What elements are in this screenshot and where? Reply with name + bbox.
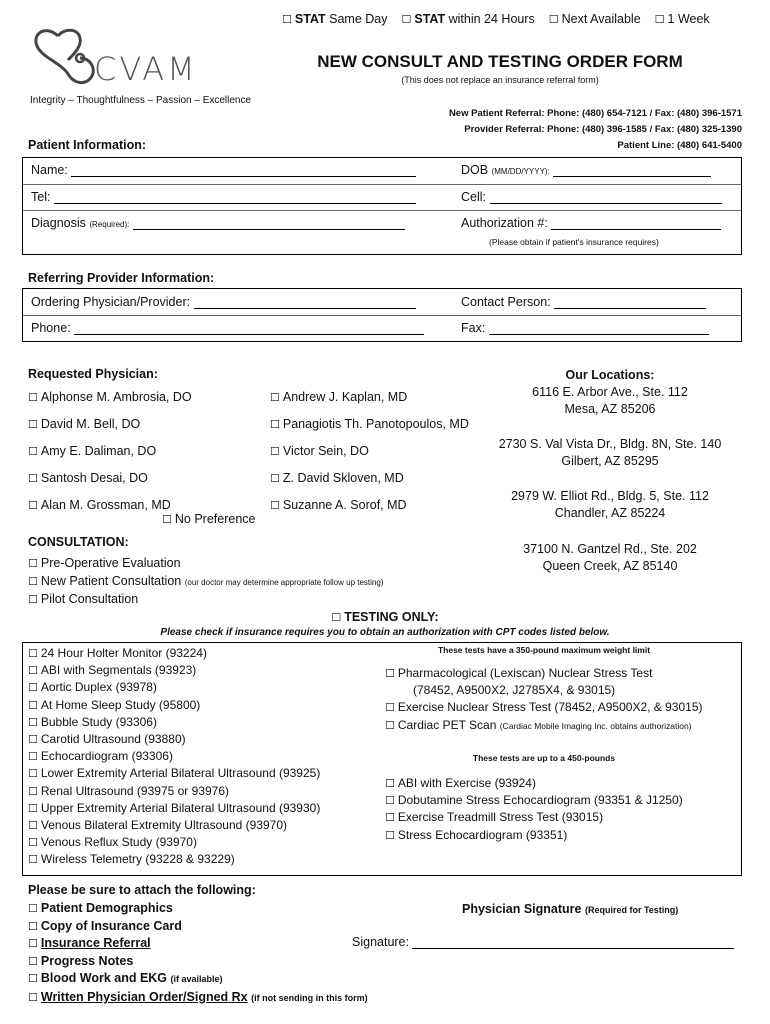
test-label: Dobutamine Stress Echocardiogram (93351 & J1250) xyxy=(397,793,683,808)
checkbox-icon: ☐ xyxy=(385,794,395,808)
signature-field[interactable] xyxy=(352,935,734,949)
test-label: Bubble Study (93306) xyxy=(40,714,157,729)
priority-label-bold: STAT xyxy=(294,12,326,26)
authorization-field[interactable] xyxy=(461,216,733,230)
checkbox-icon: ☐ xyxy=(401,13,412,26)
testing-list-right xyxy=(385,665,703,734)
cell-label: Cell: xyxy=(461,190,487,204)
test-label: Venous Reflux Study (93970) xyxy=(40,835,197,850)
dob-format: (MM/DD/YYYY): xyxy=(491,167,550,176)
checkbox-icon: ☐ xyxy=(385,828,395,842)
checkbox-icon: ☐ xyxy=(270,499,280,512)
tel-field[interactable] xyxy=(31,190,416,204)
consultation-label: New Patient Consultation xyxy=(40,573,182,588)
test-option[interactable] xyxy=(28,662,320,679)
location-city: Chandler, AZ 85224 xyxy=(554,506,666,520)
no-preference-option[interactable] xyxy=(162,512,255,526)
test-label: Upper Extremity Arterial Bilateral Ultrasound (93930) xyxy=(40,800,321,815)
location-street: 2979 W. Elliot Rd., Bldg. 5, Ste. 112 xyxy=(511,489,709,503)
testing-heading[interactable] xyxy=(0,610,770,624)
physician-heading: Requested Physician: xyxy=(28,367,158,381)
fax-label: Fax: xyxy=(461,321,486,335)
physician-name: Suzanne A. Sorof, MD xyxy=(282,498,407,512)
location-mesa xyxy=(470,384,750,418)
pet-note: (Cardiac Mobile Imaging Inc. obtains authorization) xyxy=(499,720,692,731)
priority-stat-24h[interactable] xyxy=(402,12,535,26)
priority-next-available[interactable] xyxy=(549,12,641,26)
contact-info xyxy=(449,106,742,154)
location-street: 6116 E. Arbor Ave., Ste. 112 xyxy=(532,385,688,399)
location-queen-creek xyxy=(470,541,750,575)
location-city: Queen Creek, AZ 85140 xyxy=(542,559,678,573)
checkbox-icon: ☐ xyxy=(385,701,395,715)
fax-field[interactable] xyxy=(461,321,733,335)
test-option[interactable] xyxy=(28,679,320,696)
attach-label: Patient Demographics xyxy=(40,901,173,915)
test-label: Cardiac PET Scan xyxy=(397,717,497,732)
physician-name: Panagiotis Th. Panotopoulos, MD xyxy=(282,417,469,431)
name-field[interactable] xyxy=(31,163,416,177)
test-label: Exercise Nuclear Stress Test (78452, A9500X2, & 93015) xyxy=(397,700,703,715)
test-option[interactable] xyxy=(385,717,703,734)
checkbox-icon: ☐ xyxy=(28,954,38,968)
signature-title: Physician Signature xyxy=(462,902,582,916)
checkbox-icon: ☐ xyxy=(654,13,665,26)
checkbox-icon: ☐ xyxy=(28,902,38,915)
name-label: Name: xyxy=(31,163,68,177)
testing-label: TESTING ONLY: xyxy=(344,610,439,624)
location-street: 2730 S. Val Vista Dr., Bldg. 8N, Ste. 140 xyxy=(498,437,722,451)
consultation-list xyxy=(28,555,383,609)
tagline: Integrity – Thoughtfulness – Passion – Excellence xyxy=(30,95,252,106)
attach-option[interactable] xyxy=(28,989,368,1008)
no-preference-label: No Preference xyxy=(174,512,256,526)
consultation-option[interactable] xyxy=(28,555,383,573)
attach-label: Progress Notes xyxy=(40,953,134,968)
attach-list xyxy=(28,900,368,1008)
test-label: At Home Sleep Study (95800) xyxy=(40,697,201,712)
consultation-option[interactable] xyxy=(28,591,383,609)
physician-name: Andrew J. Kaplan, MD xyxy=(282,390,408,404)
priority-label: Next Available xyxy=(561,12,641,26)
attach-option[interactable] xyxy=(28,900,368,918)
test-option[interactable] xyxy=(385,665,703,682)
test-codes: (78452, A9500X2, J2785X4, & 93015) xyxy=(413,683,616,698)
test-option[interactable] xyxy=(28,748,320,765)
ordering-label: Ordering Physician/Provider: xyxy=(31,295,191,309)
location-gilbert xyxy=(470,436,750,470)
consultation-label: Pilot Consultation xyxy=(40,592,139,606)
checkbox-icon: ☐ xyxy=(28,784,38,798)
physician-option[interactable] xyxy=(28,465,192,492)
checkbox-icon: ☐ xyxy=(28,732,38,746)
test-option[interactable] xyxy=(28,851,320,868)
checkbox-icon: ☐ xyxy=(28,499,38,512)
checkbox-icon: ☐ xyxy=(282,13,292,26)
checkbox-icon: ☐ xyxy=(28,681,38,695)
test-option[interactable] xyxy=(28,645,320,662)
checkbox-icon: ☐ xyxy=(385,667,395,680)
priority-label: within 24 Hours xyxy=(445,12,535,26)
checkbox-icon: ☐ xyxy=(28,937,38,951)
phone-label: Phone: xyxy=(31,321,71,335)
test-label: Stress Echocardiogram (93351) xyxy=(397,827,568,842)
location-city: Mesa, AZ 85206 xyxy=(564,402,656,416)
dob-label: DOB xyxy=(461,163,489,177)
test-option[interactable] xyxy=(385,809,683,826)
test-option[interactable] xyxy=(28,731,320,748)
physician-name: David M. Bell, DO xyxy=(40,417,141,431)
checkbox-icon: ☐ xyxy=(28,664,38,678)
checkbox-icon: ☐ xyxy=(28,836,38,850)
checkbox-icon: ☐ xyxy=(270,472,280,485)
attach-note: (if not sending in this form) xyxy=(251,992,368,1003)
signature-label: Signature: xyxy=(352,935,409,949)
priority-label-bold: STAT xyxy=(414,12,446,26)
checkbox-icon: ☐ xyxy=(28,767,38,781)
weight-350-note: These tests have a 350-pound maximum weight limit xyxy=(437,645,651,655)
checkbox-icon: ☐ xyxy=(28,445,38,458)
testing-list-left xyxy=(28,645,320,868)
authorization-label: Authorization #: xyxy=(461,216,548,230)
attach-note: (if available) xyxy=(170,974,223,985)
checkbox-icon: ☐ xyxy=(548,13,559,26)
consultation-option[interactable] xyxy=(28,573,383,592)
physician-option[interactable] xyxy=(270,438,469,465)
checkbox-icon: ☐ xyxy=(28,391,38,404)
priority-1-week[interactable] xyxy=(655,12,710,26)
priority-options xyxy=(282,12,710,26)
dob-field[interactable] xyxy=(461,163,733,177)
patient-line: Patient Line: (480) 641-5400 xyxy=(617,140,742,151)
checkbox-icon: ☐ xyxy=(28,418,38,431)
test-label: ABI with Segmentals (93923) xyxy=(40,663,197,678)
attach-label: Written Physician Order/Signed Rx xyxy=(40,989,248,1004)
checkbox-icon: ☐ xyxy=(270,418,280,431)
test-label: Lower Extremity Arterial Bilateral Ultrasound (93925) xyxy=(40,766,321,781)
test-option[interactable] xyxy=(28,783,320,800)
test-option[interactable] xyxy=(385,827,683,844)
referring-box xyxy=(22,288,742,342)
checkbox-icon: ☐ xyxy=(385,777,395,790)
location-chandler xyxy=(470,488,750,522)
physician-option[interactable] xyxy=(270,411,469,438)
physician-option[interactable] xyxy=(28,438,192,465)
test-option[interactable] xyxy=(28,817,320,834)
attach-option[interactable] xyxy=(28,970,368,989)
test-option[interactable] xyxy=(28,697,320,714)
testing-note: Please check if insurance requires you to obtain an authorization with CPT codes listed below. xyxy=(160,627,610,638)
patient-info-heading: Patient Information: xyxy=(28,138,147,152)
diagnosis-field[interactable] xyxy=(31,216,405,230)
test-label: Aortic Duplex (93978) xyxy=(40,680,157,695)
physician-name: Amy E. Daliman, DO xyxy=(40,444,157,458)
location-city: Gilbert, AZ 85295 xyxy=(561,454,659,468)
checkbox-icon: ☐ xyxy=(270,391,280,404)
checkbox-icon: ☐ xyxy=(28,750,38,764)
location-street: 37100 N. Gantzel Rd., Ste. 202 xyxy=(523,542,697,556)
testing-box xyxy=(22,642,742,876)
checkbox-icon: ☐ xyxy=(331,611,342,624)
test-label: Wireless Telemetry (93228 & 93229) xyxy=(40,852,235,867)
attach-heading: Please be sure to attach the following: xyxy=(28,883,256,897)
physician-name: Santosh Desai, DO xyxy=(40,471,148,485)
test-label: Pharmacological (Lexiscan) Nuclear Stress Test xyxy=(397,666,653,680)
physician-name: Alan M. Grossman, MD xyxy=(40,498,171,512)
attach-label: Insurance Referral xyxy=(40,936,151,951)
consultation-heading: CONSULTATION: xyxy=(28,535,129,549)
checkbox-icon: ☐ xyxy=(28,990,38,1004)
priority-label: Same Day xyxy=(325,12,388,26)
checkbox-icon: ☐ xyxy=(28,698,38,712)
ordering-physician-field[interactable] xyxy=(31,295,416,309)
signature-required: (Required for Testing) xyxy=(584,905,679,915)
diagnosis-label: Diagnosis xyxy=(31,216,86,230)
physician-option[interactable] xyxy=(270,492,469,519)
test-option[interactable] xyxy=(28,800,320,817)
checkbox-icon: ☐ xyxy=(28,715,38,729)
attach-label: Copy of Insurance Card xyxy=(40,918,182,933)
locations-heading: Our Locations: xyxy=(565,368,655,382)
physician-option[interactable] xyxy=(28,411,192,438)
physician-list-left xyxy=(28,384,192,519)
consultation-label: Pre-Operative Evaluation xyxy=(40,556,181,570)
test-label: Echocardiogram (93306) xyxy=(40,749,173,764)
checkbox-icon: ☐ xyxy=(162,513,172,526)
priority-stat-same-day[interactable] xyxy=(282,12,388,26)
test-label: Renal Ultrasound (93975 or 93976) xyxy=(40,783,229,798)
diagnosis-required: (Required): xyxy=(89,220,130,229)
contact-label: Contact Person: xyxy=(461,295,551,309)
test-label: ABI with Exercise (93924) xyxy=(397,776,536,790)
test-label: Carotid Ultrasound (93880) xyxy=(40,731,186,746)
test-label: 24 Hour Holter Monitor (93224) xyxy=(40,646,207,660)
checkbox-icon: ☐ xyxy=(28,574,38,588)
test-option[interactable] xyxy=(28,765,320,782)
checkbox-icon: ☐ xyxy=(385,718,395,732)
test-option[interactable] xyxy=(385,699,703,716)
physician-name: Victor Sein, DO xyxy=(282,444,369,458)
logo xyxy=(28,24,218,94)
phone-field[interactable] xyxy=(31,321,424,335)
logo-text: CVAM xyxy=(94,50,198,88)
authorization-note: (Please obtain if patient's insurance requires) xyxy=(489,237,659,247)
tel-label: Tel: xyxy=(31,190,51,204)
physician-option[interactable] xyxy=(270,465,469,492)
checkbox-icon: ☐ xyxy=(28,801,38,815)
physician-option[interactable] xyxy=(28,384,192,411)
weight-450-note: These tests are up to a 450-pounds xyxy=(472,753,616,763)
attach-option[interactable] xyxy=(28,935,368,953)
form-subtitle: (This does not replace an insurance referral form) xyxy=(401,75,599,85)
checkbox-icon: ☐ xyxy=(28,972,38,986)
consultation-note: (our doctor may determine appropriate follow up testing) xyxy=(184,577,384,587)
physician-name: Alphonse M. Ambrosia, DO xyxy=(40,390,192,404)
referring-heading: Referring Provider Information: xyxy=(28,271,215,285)
checkbox-icon: ☐ xyxy=(270,445,280,458)
priority-label: 1 Week xyxy=(667,12,710,26)
checkbox-icon: ☐ xyxy=(28,557,38,570)
test-option[interactable] xyxy=(28,834,320,851)
patient-info-box xyxy=(22,157,742,255)
checkbox-icon: ☐ xyxy=(28,853,38,867)
signature-heading xyxy=(462,902,678,916)
test-option[interactable] xyxy=(385,792,683,809)
test-label: Venous Bilateral Extremity Ultrasound (93970) xyxy=(40,817,287,832)
provider-referral: Provider Referral: Phone: (480) 396-1585 / Fax: (480) 325-1390 xyxy=(464,124,742,135)
cell-field[interactable] xyxy=(461,190,733,204)
form-title: NEW CONSULT AND TESTING ORDER FORM xyxy=(317,52,683,71)
test-label: Exercise Treadmill Stress Test (93015) xyxy=(397,810,604,825)
checkbox-icon: ☐ xyxy=(385,811,395,825)
attach-option[interactable] xyxy=(28,953,368,971)
attach-option[interactable] xyxy=(28,918,368,936)
checkbox-icon: ☐ xyxy=(28,647,38,660)
test-option[interactable] xyxy=(385,775,683,792)
contact-person-field[interactable] xyxy=(461,295,733,309)
checkbox-icon: ☐ xyxy=(28,919,38,933)
test-option[interactable] xyxy=(28,714,320,731)
testing-list-right-2 xyxy=(385,775,683,844)
checkbox-icon: ☐ xyxy=(28,593,38,606)
physician-list-right xyxy=(270,384,469,519)
checkbox-icon: ☐ xyxy=(28,472,38,485)
checkbox-icon: ☐ xyxy=(28,818,38,832)
physician-option[interactable] xyxy=(270,384,469,411)
physician-name: Z. David Skloven, MD xyxy=(282,471,404,485)
new-patient-referral: New Patient Referral: Phone: (480) 654-7121 / Fax: (480) 396-1571 xyxy=(448,108,742,119)
attach-label: Blood Work and EKG xyxy=(40,971,168,986)
